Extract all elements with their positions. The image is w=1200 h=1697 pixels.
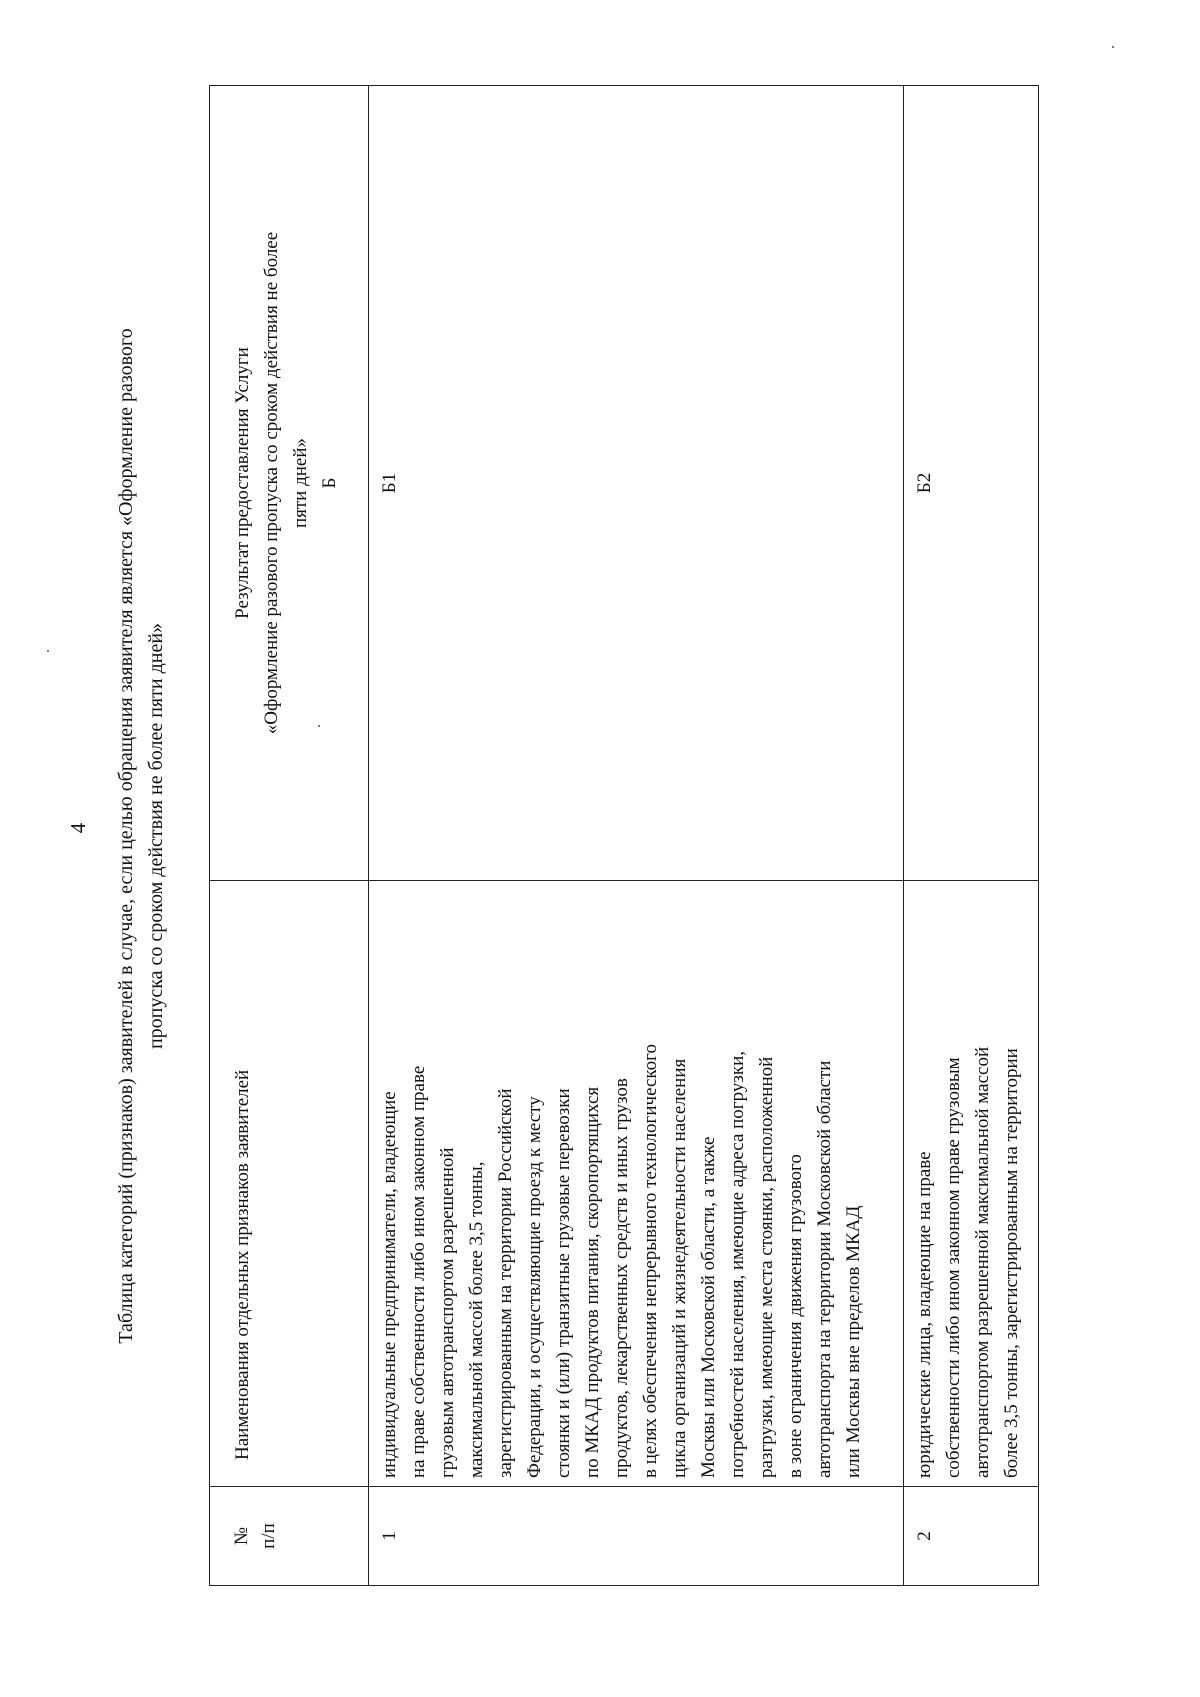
row-num-cell: 2	[904, 1487, 1039, 1586]
scan-speck	[1112, 46, 1114, 48]
row-name-line: собственности либо ином законном праве грузовым	[943, 1057, 964, 1478]
row-name-line: стоянки и (или) транзитные грузовые перевозки	[553, 1088, 574, 1478]
header-result-line-1: Результат предоставления Услуги	[232, 347, 253, 619]
page-number: 4	[66, 822, 90, 834]
row-name-line: разгрузки, имеющие места стоянки, расположенной	[756, 1056, 777, 1478]
header-name-cell	[210, 881, 369, 1487]
header-num-cell	[210, 1487, 369, 1586]
caption-line-1: Таблица категорий (признаков) заявителей в случае, если целью обращения заявителя является «Оформление разового	[115, 328, 137, 1344]
row-num-cell: 1	[369, 1487, 904, 1586]
row-name-line: зарегистрированным на территории Российской	[495, 1088, 516, 1478]
row-name-line: по МКАД продуктов питания, скоропортящихся	[582, 1086, 603, 1478]
header-result-line-3: пяти дней»	[290, 437, 311, 529]
scan-speck	[47, 650, 49, 652]
row-name-line: потребностей населения, имеющие адреса погрузки,	[727, 1051, 748, 1478]
row-result-cell: Б2	[904, 86, 1039, 881]
table-row	[369, 86, 904, 1586]
row-name-cell	[904, 881, 1039, 1487]
applicant-categories-table	[209, 85, 1039, 1586]
row-name-line: Москвы или Московской области, а также	[698, 1136, 719, 1478]
table-header-row	[210, 86, 369, 1586]
scan-speck	[318, 725, 320, 727]
header-result-line-4: Б	[319, 477, 340, 489]
caption-line-2: пропуска со сроком действия не более пяти дней»	[145, 622, 167, 1050]
table-row	[904, 86, 1039, 1586]
row-name-line: или Москвы вне пределов МКАД	[843, 1205, 864, 1478]
row-name-line: в целях обеспечения непрерывного технологического	[640, 1044, 661, 1478]
row-name-line: Федерации, и осуществляющие проезд к месту	[524, 1096, 545, 1478]
row-name-line: автотранспорта на территории Московской области	[814, 1060, 835, 1478]
header-num-symbol: №	[231, 1526, 252, 1546]
row-name-line: юридические лица, владеющие на праве	[914, 1151, 935, 1478]
header-name-label: Наименования отдельных признаков заявителей	[232, 1069, 253, 1460]
row-name-line: цикла организаций и жизнедеятельности населения	[669, 1058, 690, 1478]
row-name-line: в зоне ограничения движения грузового	[785, 1154, 806, 1478]
row-name-line: грузовым автотранспортом разрешенной	[437, 1147, 458, 1478]
row-name-line: индивидуальные предприниматели, владеющие	[379, 1091, 400, 1478]
header-num-abbrev: п/п	[258, 1523, 279, 1549]
header-result-cell	[210, 86, 369, 881]
header-result-line-2: «Оформление разового пропуска со сроком действия не более	[261, 231, 282, 735]
row-name-line: автотранспортом разрешенной максимальной массой	[972, 1046, 993, 1478]
rotated-content	[111, 86, 1075, 1586]
row-name-line: на праве собственности либо ином законном праве	[408, 1065, 429, 1478]
row-name-cell	[369, 881, 904, 1487]
row-name-line: максимальной массой более 3,5 тонны,	[466, 1161, 487, 1478]
row-name-line: более 3,5 тонны, зарегистрированным на территории	[1001, 1048, 1022, 1478]
row-name-line: продуктов, лекарственных средств и иных грузов	[611, 1078, 632, 1478]
row-result-cell: Б1	[369, 86, 904, 881]
table-caption	[111, 86, 171, 1586]
